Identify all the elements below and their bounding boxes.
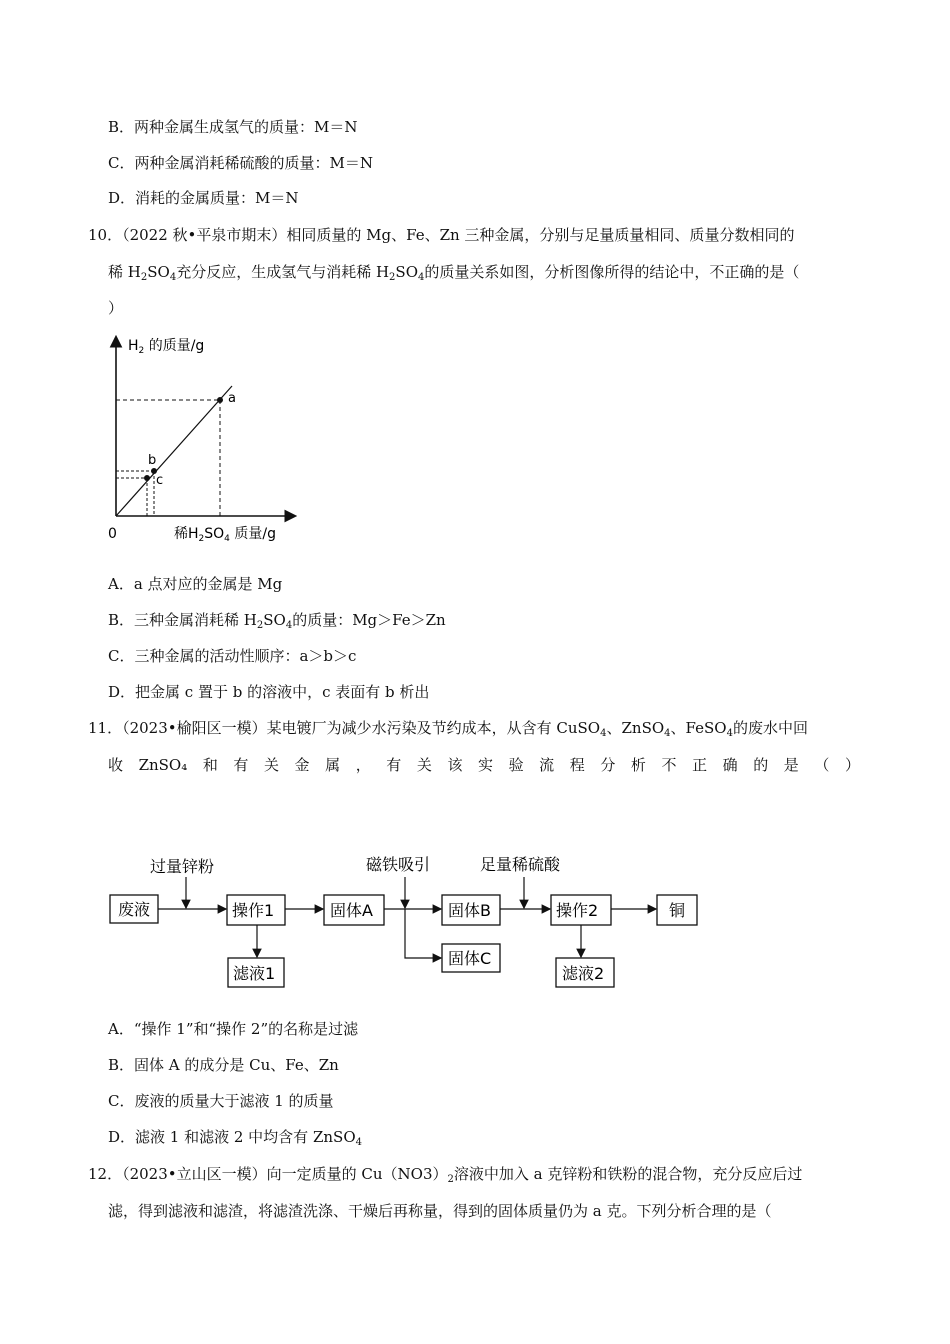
- question-text: 相同质量的 Mg、Fe、Zn 三种金属，分别与足量质量相同、质量分数相同的: [286, 226, 795, 244]
- box-solid-b-label: 固体B: [448, 901, 491, 920]
- text-run: SO: [147, 263, 170, 281]
- text-run: 的质量关系如图，分析图像所得的结论中，不正确的是（: [424, 263, 800, 281]
- label-dilute-acid: 足量稀硫酸: [480, 855, 561, 874]
- question-number: 12．: [88, 1165, 123, 1183]
- text-run: 实: [478, 756, 494, 774]
- text-run: 有: [233, 756, 249, 774]
- text-run: 不: [661, 756, 677, 774]
- box-filtrate-1-label: 滤液1: [233, 964, 276, 983]
- text-run: ，: [355, 756, 371, 774]
- text-run: ZnSO₄: [138, 756, 188, 774]
- text-run: 有: [386, 756, 402, 774]
- point-b-label: b: [148, 453, 157, 468]
- text-run: 的废水中回: [732, 719, 808, 737]
- text-run: 溶液中加入 a 克锌粉和铁粉的混合物，充分反应后过: [453, 1165, 803, 1183]
- q10-stem-line3: ）: [108, 299, 124, 317]
- q9-option-d: D．消耗的金属质量：M＝N: [108, 189, 299, 207]
- q11-option-a: A．“操作 1”和“操作 2”的名称是过滤: [108, 1020, 359, 1038]
- point-c-dot: [144, 475, 150, 481]
- text-run: D．滤液 1 和滤液 2 中均含有 ZnSO: [108, 1128, 356, 1146]
- text-run: SO: [263, 611, 286, 629]
- q12-stem-line2: 滤，得到滤液和滤渣，将滤渣洗涤、干燥后再称量，得到的固体质量仍为 a 克。下列分析合理的是（: [108, 1202, 772, 1220]
- text-run: 充分反应，生成氢气与消耗稀 H: [176, 263, 390, 281]
- text-run: 3: [422, 1165, 433, 1183]
- text-run: 是: [783, 756, 799, 774]
- subscript: 2: [447, 1174, 454, 1185]
- text-run: 属: [325, 756, 341, 774]
- label-magnet: 磁铁吸引: [366, 855, 431, 874]
- text-run: 金: [294, 756, 310, 774]
- text-run: 关: [263, 756, 279, 774]
- subscript: 2: [389, 272, 396, 283]
- box-solid-a-label: 固体A: [330, 901, 373, 920]
- box-op2-label: 操作2: [556, 901, 599, 920]
- box-waste-label: 废液: [118, 900, 151, 919]
- q10-stem-line1: [88, 225, 794, 245]
- text-run: 稀 H: [108, 263, 141, 281]
- text-run: 、ZnSO: [606, 719, 665, 737]
- text-run: 、FeSO: [670, 719, 727, 737]
- question-source: （2023•榆阳区一模）: [122, 719, 267, 737]
- q10-stem-line2: [108, 262, 799, 282]
- q11-option-c: C．废液的质量大于滤液 1 的质量: [108, 1092, 334, 1110]
- text-run: 关: [416, 756, 432, 774]
- text-run: SO: [395, 263, 418, 281]
- text-run: B．三种金属消耗稀 H: [108, 611, 257, 629]
- text-run: ）: [432, 1165, 448, 1183]
- question-source: （2023•立山区一模）: [122, 1165, 267, 1183]
- origin-label: 0: [108, 526, 117, 542]
- text-run: 正: [692, 756, 708, 774]
- q10-option-b: [108, 610, 446, 630]
- text-run: 验: [508, 756, 524, 774]
- q11-option-b: B．固体 A 的成分是 Cu、Fe、Zn: [108, 1056, 339, 1074]
- text-run: 收: [108, 756, 124, 774]
- text-run: 分: [600, 756, 616, 774]
- x-axis-label: 稀$H_2SO_4$ 质量/g: [174, 526, 276, 544]
- text-run: 向一定质量的 Cu（NO: [266, 1165, 423, 1183]
- q11-flowchart: [100, 845, 710, 995]
- text-run: 的: [753, 756, 769, 774]
- point-a-dot: [217, 397, 223, 403]
- q11-stem-line2: [108, 755, 860, 775]
- subscript: 4: [418, 272, 425, 283]
- question-source: （2022 秋•平泉市期末）: [122, 226, 287, 244]
- arrow-to-solid-c: [405, 909, 441, 958]
- q10-option-a: A．a 点对应的金属是 Mg: [108, 575, 283, 593]
- text-run: 某电镀厂为减少水污染及节约成本，从含有 CuSO: [266, 719, 601, 737]
- box-filtrate-2-label: 滤液2: [562, 964, 605, 983]
- q10-option-d: D．把金属 c 置于 b 的溶液中，c 表面有 b 析出: [108, 683, 430, 701]
- text-run: 确: [722, 756, 738, 774]
- text-run: 该: [447, 756, 463, 774]
- subscript: 4: [726, 728, 733, 739]
- subscript: 4: [285, 620, 293, 631]
- q10-graph: [100, 328, 310, 550]
- subscript: 2: [256, 620, 264, 631]
- subscript: 2: [140, 272, 148, 283]
- box-solid-c-label: 固体C: [448, 949, 492, 968]
- text-run: 的质量：Mg＞Fe＞Zn: [292, 611, 446, 629]
- subscript: 4: [169, 272, 177, 283]
- q11-option-d: [108, 1127, 362, 1147]
- text-run: ）: [844, 756, 860, 774]
- box-copper-label: 铜: [669, 901, 686, 920]
- subscript: 4: [664, 728, 671, 739]
- text-run: 析: [630, 756, 646, 774]
- q9-option-c: C．两种金属消耗稀硫酸的质量：M＝N: [108, 154, 373, 172]
- subscript: 4: [600, 728, 607, 739]
- text-run: 和: [202, 756, 218, 774]
- point-a-label: a: [228, 391, 236, 406]
- q9-option-b: B．两种金属生成氢气的质量：M＝N: [108, 118, 358, 136]
- text-run: （: [814, 756, 830, 774]
- y-axis-label: $H_2$ 的质量/g: [128, 338, 205, 356]
- question-number: 10．: [88, 226, 123, 244]
- q10-option-c: C．三种金属的活动性顺序：a＞b＞c: [108, 647, 357, 665]
- point-c-label: c: [156, 473, 164, 488]
- q11-stem-line1: [88, 718, 808, 738]
- text-run: 程: [569, 756, 585, 774]
- label-excess-zinc: 过量锌粉: [150, 857, 215, 876]
- subscript: 4: [355, 1137, 362, 1148]
- q12-stem-line1: [88, 1164, 802, 1184]
- text-run: 流: [539, 756, 555, 774]
- box-op1-label: 操作1: [232, 901, 275, 920]
- relation-line: [116, 386, 232, 516]
- question-number: 11．: [88, 719, 123, 737]
